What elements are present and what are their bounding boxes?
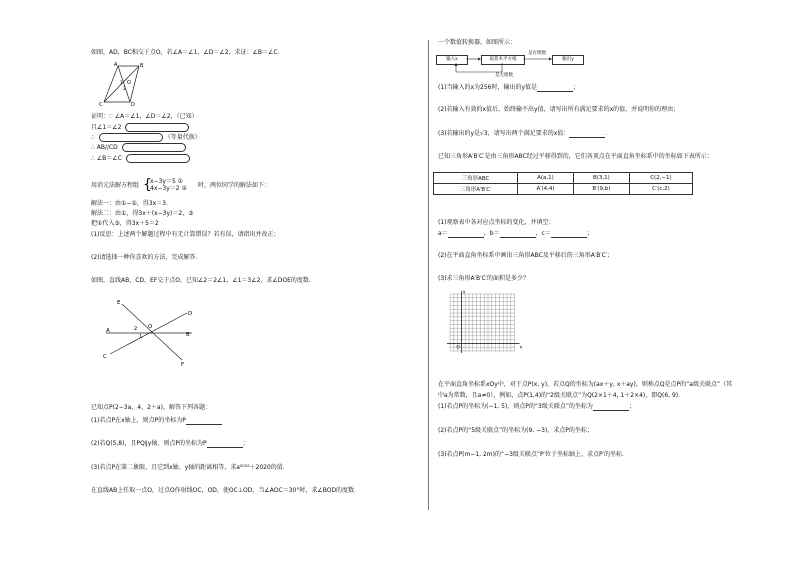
- equation-2: 4x−3y＝2 ②: [150, 185, 187, 192]
- table-cell: C(2,−1): [629, 173, 692, 184]
- problem3-figure: [100, 296, 210, 368]
- p7-b-blank[interactable]: [500, 231, 536, 238]
- solution-1: 解法一：由①−②，得3x＝3．: [91, 200, 172, 207]
- proof-blank-3[interactable]: [122, 143, 186, 152]
- table-row: [434, 173, 693, 184]
- problem7-q1-fill: a＝ ，b＝ ，c＝ ；: [438, 230, 593, 237]
- proof-blank-1[interactable]: [125, 123, 189, 132]
- fig3-label-c: C: [103, 354, 107, 360]
- proof-line-1: 证明：∵ ∠A＝∠1，∠D＝∠2，（已知）: [91, 113, 198, 120]
- flow-output-box: 输出y: [552, 55, 584, 65]
- solution-3: 把①代入③，得3x＋5＝2: [91, 220, 159, 227]
- fig1-label-2: 2: [123, 87, 126, 92]
- problem7-q3: (3)求三角形A′B′C′的面积是多少？: [438, 275, 529, 282]
- fig1-label-a: A: [114, 62, 118, 68]
- problem3-stem: 如图，直线AB，CD，EF交于点O，已知∠2＝2∠1，∠1＝3∠2，求∠DOE的度数．: [91, 277, 315, 284]
- flow-irrational-label: 是无理数: [495, 73, 513, 78]
- flow-process-box: 取算术平方根: [481, 55, 525, 65]
- problem4-stem: 已知点P(2−3a，4，2＋a)，解答下列各题：: [91, 404, 211, 411]
- table-cell: 三角形A′B′C′: [434, 184, 518, 195]
- proof-line-5: ∴ ∠B＝∠C: [91, 154, 190, 163]
- fig3-label-f: F: [181, 362, 185, 368]
- problem6-stem: 一个数值转换器，如图所示：: [438, 39, 517, 46]
- problem8-q1: (1)若点P的坐标为(−1, 5)，则点P的“3级关联点”的坐标为 ；: [438, 403, 635, 410]
- coordinate-grid: [436, 288, 523, 360]
- fig3-label-d: D: [188, 311, 193, 317]
- origin-label: O: [456, 345, 460, 351]
- problem2-q1: (1)反思：上述两个解题过程中有无计算错误？若有误，请指出并改正；: [91, 231, 280, 238]
- table-cell: B′(9,b): [573, 184, 629, 195]
- proof-line-4: ∴ AB//CD: [91, 143, 186, 152]
- problem2-stem-a: 用消元法解方程组: [91, 182, 140, 189]
- problem7-q1: (1)观察表中各对应点坐标的变化，并填空：: [438, 219, 555, 226]
- problem7-stem: 已知三角形A′B′C′是由三角形ABC经过平移得到的，它们各顶点在平面直角坐标系中的坐标如下表所示：: [438, 153, 713, 160]
- p7-a-blank[interactable]: [448, 231, 484, 238]
- fig3-label-e: E: [117, 300, 121, 306]
- proof-line-3: ∴ （等量代换）: [91, 134, 201, 141]
- problem4-q3: (3)若点P在第二象限，且它到x轴、y轴的距离相等，求a²⁰¹⁹＋2020的值．: [91, 464, 289, 471]
- problem6-q2: (2)若输入有效的x值后，始终输不出y值，请写出所有满足要求的x的值，并说明你的理由；: [438, 106, 680, 113]
- fig3-label-a: A: [106, 328, 110, 334]
- flow-input-box: 输入x: [436, 55, 468, 65]
- problem8-stem-b: 中a为常数，且a≠0），例如，点P(1,4)的“2级关联点”为Q(2×1＋4, 1＋2×4)，即Q(6, 9)．: [438, 392, 685, 399]
- problem4-q1: (1)若点P在x轴上，则点P的坐标为P: [91, 417, 222, 425]
- x-axis-label: x: [519, 345, 523, 351]
- problem7-q2: (2)在平面直角坐标系中画出三角形ABC及平移后的三角形A′B′C′；: [438, 252, 614, 259]
- problem6-q1: (1)当输入的x为256时，输出的y值是 ；: [438, 84, 580, 91]
- fig3-label-1: 1: [139, 334, 143, 340]
- table-cell: C′(c,2): [629, 184, 692, 195]
- equation-brace: {: [143, 177, 152, 193]
- p7-c-blank[interactable]: [551, 231, 587, 238]
- solution-2: 解法二：由①，得3x＋(x−3y)＝2，③: [91, 210, 194, 217]
- fig1-label-b: B: [140, 63, 144, 69]
- y-axis-label: y: [462, 290, 466, 295]
- fig1-label-d: D: [131, 102, 135, 108]
- problem5-stem: 在直线AB上任取一点O，过点O作射线OC，OD，使OC⊥OD，当∠AOC＝30°时，求∠BOD的度数．: [91, 487, 361, 494]
- p4-q2-blank[interactable]: [207, 441, 243, 448]
- problem8-stem-a: 在平面直角坐标系xOy中，对于点P(x, y)，若点Q的坐标为(ax＋y, x＋ay)，则称点Q是点P的“a级关联点”（其: [438, 381, 733, 388]
- problem8-q3: (3)若点P(m−1, 2m)的“−3级关联点”P′位于坐标轴上，求点P′的坐标．: [438, 451, 628, 458]
- fig3-label-o: O: [148, 324, 153, 330]
- problem6-q3: (3)若输出的y是√3，请写出两个满足要求的x值： ．: [438, 130, 612, 137]
- proof-line-2: 且∠1＝∠2: [91, 123, 189, 132]
- table-row: [434, 184, 693, 195]
- table-cell: A′(4,4): [518, 184, 574, 195]
- problem8-q2: (2)若点P的“5级关联点”的坐标为(9, −3)，求点P的坐标；: [438, 427, 593, 434]
- fig1-label-c: C: [99, 102, 103, 108]
- equation-1: x−3y＝5 ①: [150, 178, 184, 185]
- problem2-q2: (2)请选择一种你喜欢的方法，完成解答．: [91, 254, 202, 261]
- fig1-label-o: O: [127, 80, 131, 86]
- fig3-label-b: B: [186, 332, 190, 338]
- problem2-stem-b: 时，两位同学的解法如下：: [198, 182, 271, 189]
- column-divider: [428, 40, 429, 510]
- p6-q3-blank[interactable]: [569, 131, 605, 138]
- table-cell: B(3,1): [573, 173, 629, 184]
- problem1-figure: [90, 62, 150, 110]
- proof-blank-4[interactable]: [126, 154, 190, 163]
- p4-q1-blank[interactable]: [186, 418, 222, 425]
- p6-q1-blank[interactable]: [537, 85, 573, 92]
- p8-q1-blank[interactable]: [593, 404, 629, 411]
- fig3-label-2: 2: [134, 326, 138, 332]
- table-cell: A(a,1): [518, 173, 574, 184]
- fig1-label-1: 1: [120, 81, 123, 86]
- proof-blank-2[interactable]: [99, 133, 163, 142]
- flow-rational-label: 是有理数: [528, 51, 546, 56]
- table-cell: 三角形ABC: [434, 173, 518, 184]
- problem4-q2: (2)若Q(5,8)，且PQ∥y轴，则点P的坐标为P ；: [91, 440, 249, 447]
- coordinate-table: [433, 172, 693, 195]
- problem1-stem: 如图，AD，BC相交于点O，若∠A＝∠1，∠D＝∠2，求证：∠B＝∠C．: [91, 49, 284, 56]
